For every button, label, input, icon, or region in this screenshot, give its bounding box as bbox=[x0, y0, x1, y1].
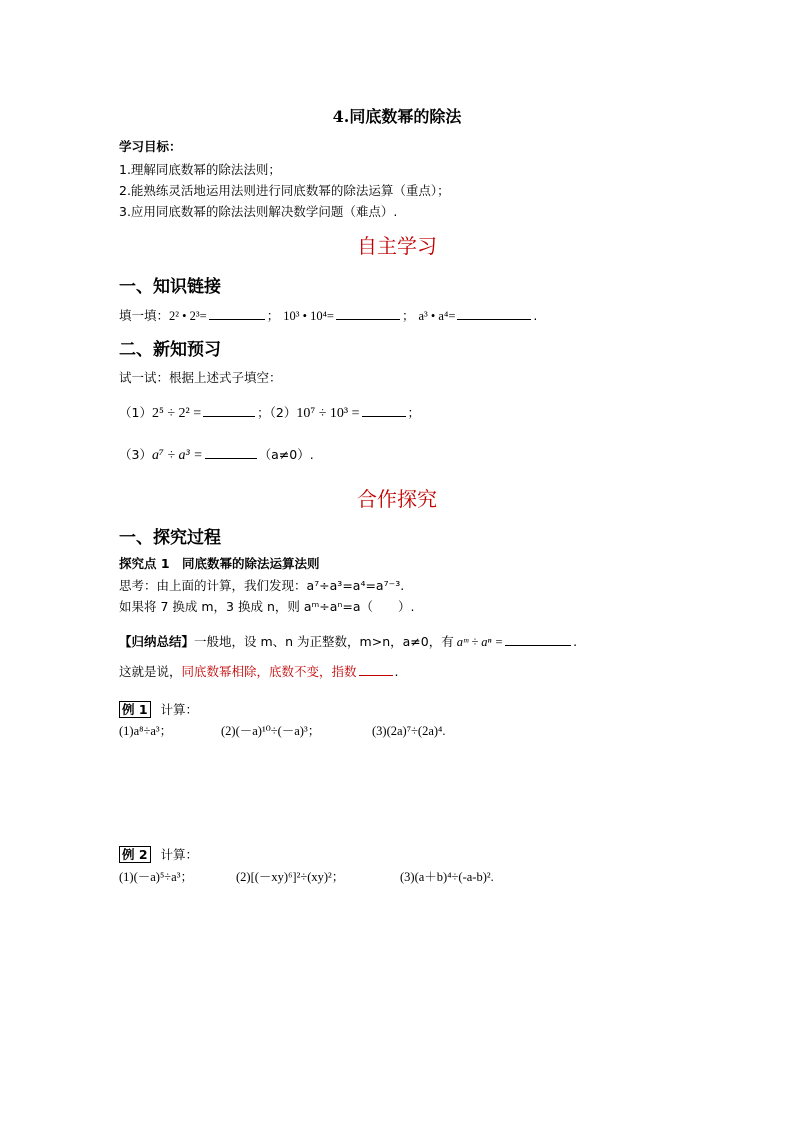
fill-expr-1: 2² • 2³= bbox=[169, 309, 207, 323]
exponent-answer-blank[interactable] bbox=[359, 662, 393, 676]
q1-answer-blank[interactable] bbox=[203, 403, 255, 417]
think-text: 思考：由上面的计算，我们发现：a⁷÷a³=a⁴=a⁷⁻³. bbox=[119, 578, 405, 593]
objective-item-1: 1.理解同底数幂的除法法则； bbox=[119, 162, 281, 177]
conclusion-rule: 同底数幂相除，底数不变，指数 bbox=[181, 664, 357, 679]
banner-self-study: 自主学习 bbox=[357, 234, 437, 258]
example-2-heading bbox=[119, 846, 198, 864]
section-knowledge-link: 一、知识链接 bbox=[119, 277, 221, 297]
objective-item-2: 2.能熟练灵活地运用法则进行同底数幂的除法运算（重点）； bbox=[119, 183, 450, 198]
q2-answer-blank[interactable] bbox=[362, 403, 406, 417]
q3-expr: a⁷ ÷ a³ = bbox=[151, 448, 203, 463]
example-2-item-2: (2)[(－xy)⁶]²÷(xy)²； bbox=[236, 870, 345, 884]
section-preview: 二、新知预习 bbox=[119, 340, 221, 360]
question-row-1-2: （1）2⁵ ÷ 2² = ；（2）10⁷ ÷ 10³ = ； bbox=[119, 405, 421, 421]
conclusion-line bbox=[119, 662, 399, 681]
example-1-heading bbox=[119, 701, 198, 719]
q1-number: （1） bbox=[119, 405, 152, 420]
try-lead: 试一试：根据上述式子填空： bbox=[119, 370, 282, 385]
summary-answer-blank[interactable] bbox=[505, 632, 571, 646]
q1-expr: 2⁵ ÷ 2² = bbox=[151, 406, 202, 421]
objective-item-3: 3.应用同底数幂的除法法则解决数学问题（难点）. bbox=[119, 204, 398, 219]
q2-expr: 10⁷ ÷ 10³ = bbox=[296, 406, 360, 421]
q2-number: （2） bbox=[269, 405, 297, 420]
section-inquiry-process: 一、探究过程 bbox=[119, 528, 221, 548]
fill-expr-2: 10³ • 10⁴= bbox=[283, 309, 334, 323]
summary-tag: 【归纳总结】 bbox=[119, 634, 195, 649]
question-row-3 bbox=[119, 445, 314, 465]
banner-cooperative-inquiry: 合作探究 bbox=[357, 487, 437, 511]
example-2-item-1: (1)(－a)⁵÷a³； bbox=[119, 870, 193, 884]
fill-in-line: 填一填：2² • 2³= ； 10³ • 10⁴= ； a³ • a⁴= . bbox=[119, 308, 538, 323]
conclusion-period: . bbox=[394, 664, 399, 679]
explore-point-heading: 探究点 1 同底数幂的除法运算法则 bbox=[119, 556, 320, 571]
q3-condition: （a≠0）. bbox=[258, 447, 314, 462]
q3-number: （3） bbox=[119, 447, 152, 462]
q3-answer-blank[interactable] bbox=[205, 445, 257, 459]
fill-lead: 填一填： bbox=[119, 308, 170, 323]
example-1-lead: 计算： bbox=[160, 702, 199, 717]
example-1-item-3: (3)(2a)⁷÷(2a)⁴. bbox=[372, 724, 446, 738]
example-2-lead: 计算： bbox=[160, 847, 199, 862]
summary-expr: aᵐ ÷ aⁿ = bbox=[456, 635, 504, 649]
answer-blank-2[interactable] bbox=[336, 306, 400, 320]
example-1-item-1: (1)a⁸÷a³； bbox=[119, 724, 173, 738]
replace-text: 如果将 7 换成 m，3 换成 n，则 aᵐ÷aⁿ=a（ ）. bbox=[119, 599, 415, 614]
summary-text: 一般地，设 m、n 为正整数，m>n，a≠0，有 bbox=[194, 634, 454, 649]
example-1-label: 例 1 bbox=[119, 701, 151, 718]
objectives-heading: 学习目标： bbox=[119, 139, 182, 154]
page-title: 4.同底数幂的除法 bbox=[332, 107, 462, 126]
example-2-item-3: (3)(a＋b)⁴÷(-a-b)². bbox=[400, 870, 494, 884]
answer-blank-3[interactable] bbox=[457, 306, 531, 320]
answer-blank-1[interactable] bbox=[209, 306, 265, 320]
conclusion-lead: 这就是说， bbox=[119, 664, 182, 679]
fill-expr-3: a³ • a⁴= bbox=[418, 309, 456, 323]
example-1-item-2: (2)(－a)¹⁰÷(－a)³； bbox=[221, 724, 321, 738]
example-2-label: 例 2 bbox=[119, 846, 151, 863]
summary-line: 【归纳总结】一般地，设 m、n 为正整数，m>n，a≠0，有 aᵐ ÷ aⁿ = . bbox=[119, 634, 578, 649]
